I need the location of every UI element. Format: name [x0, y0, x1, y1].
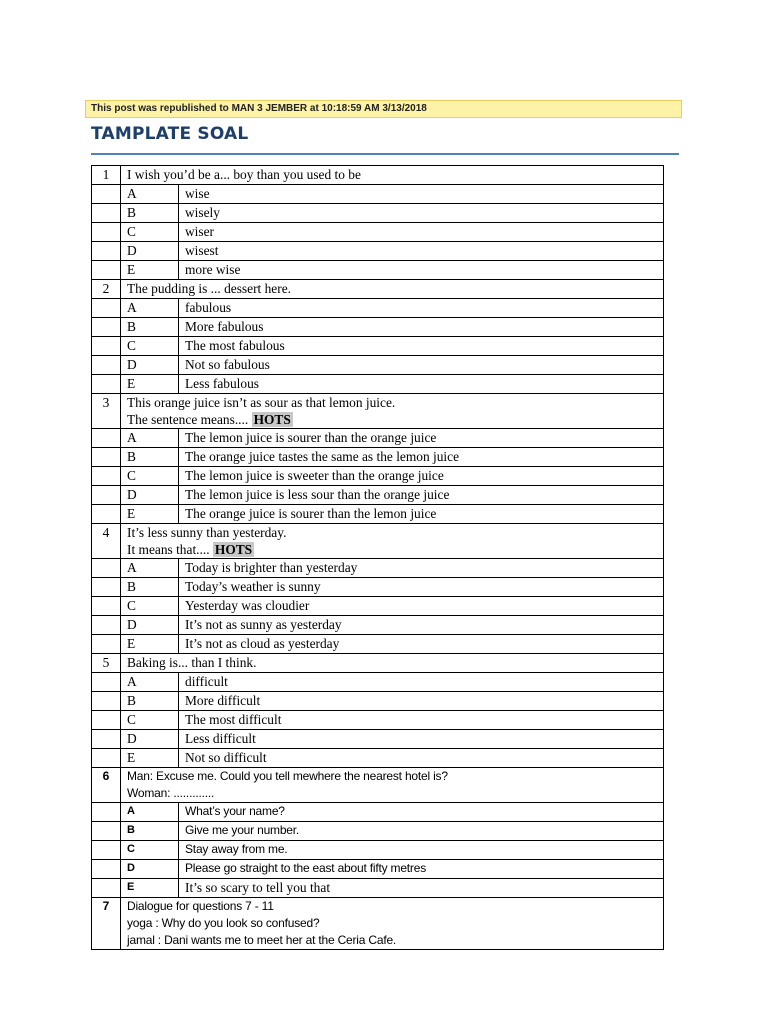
option-row: [92, 879, 664, 898]
question-line-2: [127, 541, 657, 558]
option-letter: D: [121, 860, 179, 879]
question-text: I wish you’d be a... boy than you used to be: [121, 166, 664, 185]
option-row: [92, 505, 664, 524]
option-letter: D: [121, 242, 179, 261]
question-number: 3: [92, 394, 121, 429]
option-row: [92, 204, 664, 223]
option-text: wisest: [179, 242, 664, 261]
option-text: More fabulous: [179, 318, 664, 337]
option-row: [92, 337, 664, 356]
option-row: [92, 318, 664, 337]
question-row: [92, 394, 664, 429]
question-line-2: yoga : Why do you look so confused?: [127, 916, 320, 930]
option-letter: A: [121, 299, 179, 318]
option-letter: D: [121, 486, 179, 505]
question-row: [92, 524, 664, 559]
option-letter: A: [121, 429, 179, 448]
option-letter: C: [121, 467, 179, 486]
question-row: [92, 654, 664, 673]
option-row: [92, 860, 664, 879]
question-line-1: This orange juice isn’t as sour as that lemon juice.: [127, 395, 396, 410]
option-text: It’s not as cloud as yesterday: [179, 635, 664, 654]
option-text: What’s your name?: [179, 803, 664, 822]
question-number: 5: [92, 654, 121, 673]
option-text: wiser: [179, 223, 664, 242]
option-text: Not so difficult: [179, 749, 664, 768]
option-text: The most fabulous: [179, 337, 664, 356]
option-row: [92, 448, 664, 467]
option-text: Please go straight to the east about fifty metres: [179, 860, 664, 879]
option-row: [92, 578, 664, 597]
question-row: [92, 280, 664, 299]
option-row: [92, 803, 664, 822]
option-row: [92, 559, 664, 578]
question-number: 4: [92, 524, 121, 559]
option-text: Give me your number.: [179, 822, 664, 841]
option-row: [92, 261, 664, 280]
question-line-2: [127, 411, 657, 428]
question-prompt: The sentence means....: [127, 412, 249, 427]
option-letter: D: [121, 616, 179, 635]
question-table: [91, 165, 664, 950]
option-text: Today’s weather is sunny: [179, 578, 664, 597]
option-letter: A: [121, 803, 179, 822]
option-letter: C: [121, 597, 179, 616]
option-text: more wise: [179, 261, 664, 280]
question-number: 7: [92, 898, 121, 950]
option-letter: B: [121, 448, 179, 467]
option-letter: E: [121, 261, 179, 280]
option-row: [92, 429, 664, 448]
option-letter: E: [121, 375, 179, 394]
question-line-1: Dialogue for questions 7 - 11: [127, 899, 274, 913]
option-letter: D: [121, 356, 179, 375]
question-line-1: It’s less sunny than yesterday.: [127, 525, 287, 540]
question-line-3: jamal : Dani wants me to meet her at the Ceria Cafe.: [127, 933, 397, 947]
question-line-2: Woman: .............: [127, 786, 215, 800]
option-row: [92, 242, 664, 261]
option-text: The lemon juice is sweeter than the orange juice: [179, 467, 664, 486]
option-letter: C: [121, 841, 179, 860]
option-row: [92, 356, 664, 375]
option-text: Stay away from me.: [179, 841, 664, 860]
question-line-1: Man: Excuse me. Could you tell mewhere the nearest hotel is?: [127, 769, 448, 783]
question-number: 1: [92, 166, 121, 185]
option-row: [92, 635, 664, 654]
hots-tag: HOTS: [253, 412, 291, 427]
question-text: [121, 524, 664, 559]
question-row: [92, 898, 664, 950]
option-row: [92, 692, 664, 711]
option-letter: B: [121, 318, 179, 337]
option-text: The lemon juice is sourer than the orange juice: [179, 429, 664, 448]
option-letter: E: [121, 749, 179, 768]
option-letter: C: [121, 337, 179, 356]
question-text: The pudding is ... dessert here.: [121, 280, 664, 299]
option-text: Less fabulous: [179, 375, 664, 394]
option-letter: E: [121, 879, 179, 898]
option-letter: A: [121, 673, 179, 692]
option-text: More difficult: [179, 692, 664, 711]
question-number: 2: [92, 280, 121, 299]
question-text: [121, 768, 664, 803]
option-text: wise: [179, 185, 664, 204]
option-text: The orange juice tastes the same as the lemon juice: [179, 448, 664, 467]
option-row: [92, 299, 664, 318]
option-row: [92, 223, 664, 242]
option-text: The most difficult: [179, 711, 664, 730]
question-number: 6: [92, 768, 121, 803]
question-row: [92, 768, 664, 803]
option-letter: A: [121, 185, 179, 204]
option-text: fabulous: [179, 299, 664, 318]
option-text: Yesterday was cloudier: [179, 597, 664, 616]
option-letter: B: [121, 692, 179, 711]
option-row: [92, 749, 664, 768]
option-row: [92, 841, 664, 860]
option-letter: B: [121, 822, 179, 841]
option-letter: C: [121, 711, 179, 730]
option-letter: B: [121, 578, 179, 597]
option-letter: E: [121, 635, 179, 654]
option-text: The lemon juice is less sour than the orange juice: [179, 486, 664, 505]
question-prompt: It means that....: [127, 542, 210, 557]
option-row: [92, 822, 664, 841]
option-row: [92, 616, 664, 635]
title-underline: [91, 153, 679, 155]
question-row: [92, 166, 664, 185]
option-text: It’s not as sunny as yesterday: [179, 616, 664, 635]
option-row: [92, 185, 664, 204]
question-text: Baking is... than I think.: [121, 654, 664, 673]
option-text: Today is brighter than yesterday: [179, 559, 664, 578]
option-row: [92, 375, 664, 394]
option-text: difficult: [179, 673, 664, 692]
option-row: [92, 467, 664, 486]
republish-banner: This post was republished to MAN 3 JEMBER at 10:18:59 AM 3/13/2018: [85, 100, 682, 118]
option-letter: B: [121, 204, 179, 223]
option-text: The orange juice is sourer than the lemon juice: [179, 505, 664, 524]
option-text: It’s so scary to tell you that: [179, 879, 664, 898]
option-row: [92, 597, 664, 616]
option-row: [92, 673, 664, 692]
option-row: [92, 486, 664, 505]
page-title: TAMPLATE SOAL: [91, 124, 249, 144]
option-row: [92, 711, 664, 730]
hots-tag: HOTS: [214, 542, 253, 557]
question-text: [121, 394, 664, 429]
option-letter: E: [121, 505, 179, 524]
option-text: wisely: [179, 204, 664, 223]
option-letter: A: [121, 559, 179, 578]
question-text: [121, 898, 664, 950]
option-text: Not so fabulous: [179, 356, 664, 375]
option-letter: D: [121, 730, 179, 749]
option-text: Less difficult: [179, 730, 664, 749]
option-row: [92, 730, 664, 749]
option-letter: C: [121, 223, 179, 242]
